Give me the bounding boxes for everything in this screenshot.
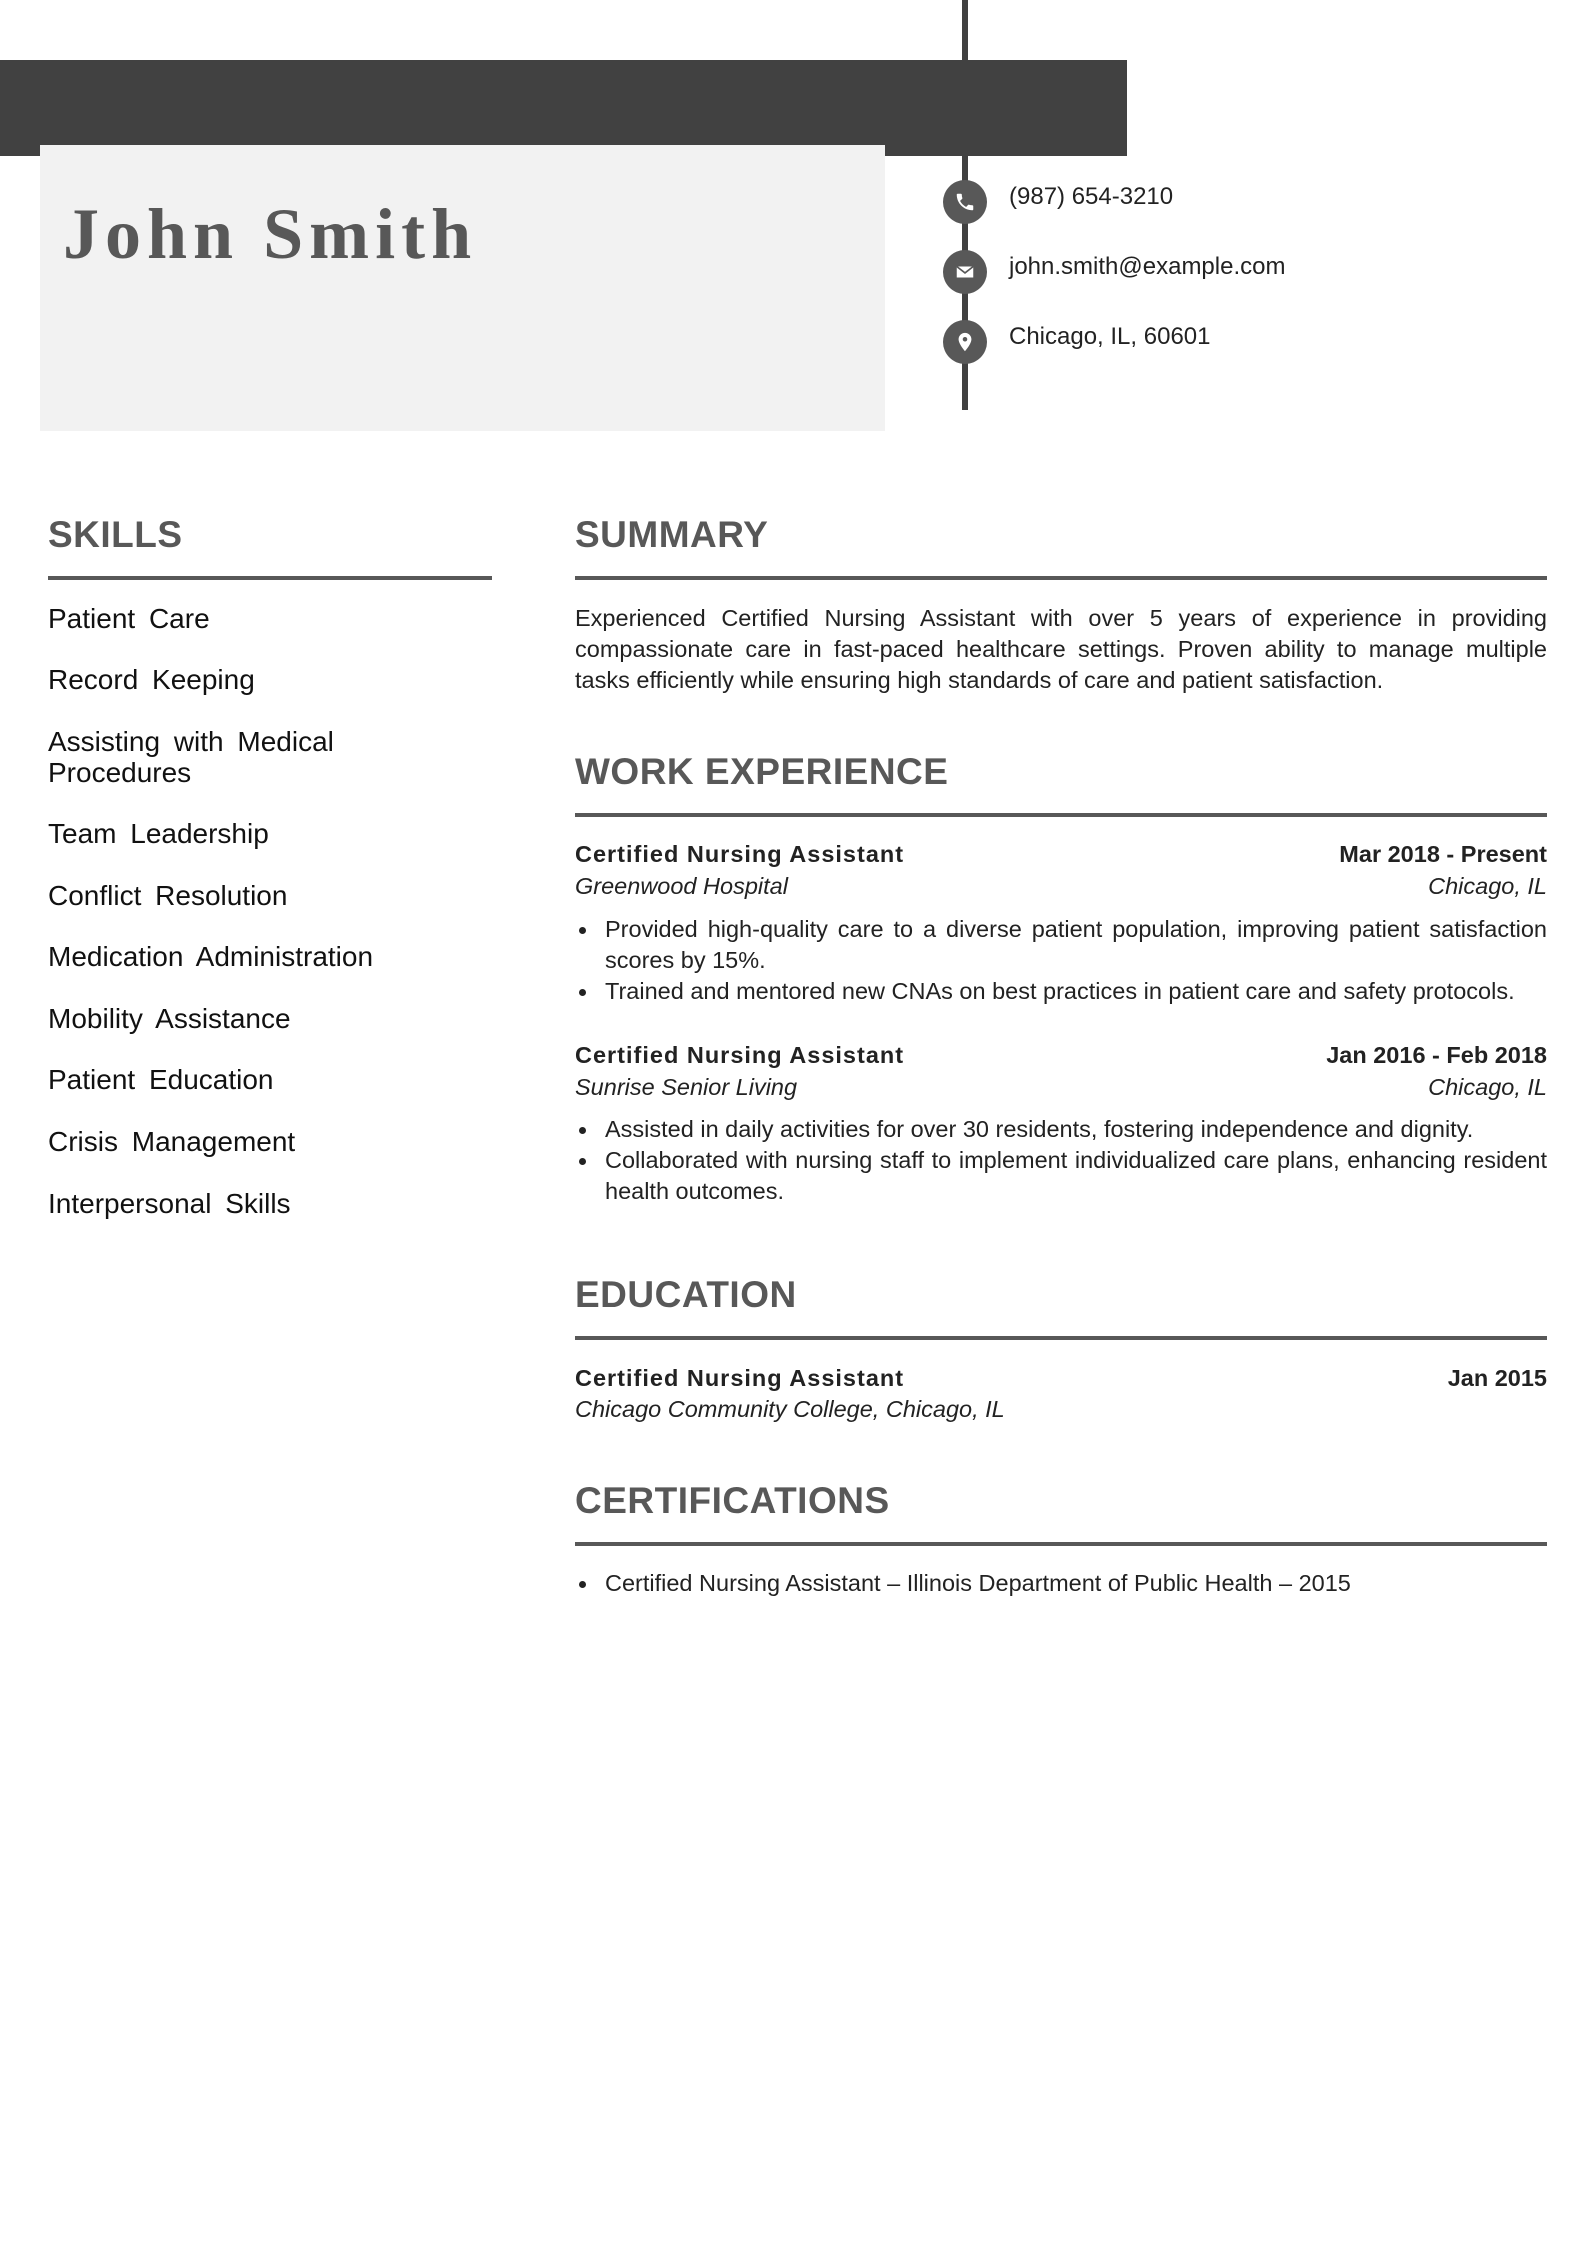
skill-item: Interpersonal Skills bbox=[48, 1188, 291, 1219]
job-employer: Greenwood Hospital bbox=[575, 873, 788, 899]
header-bar bbox=[0, 60, 1127, 156]
job-location: Chicago, IL bbox=[1428, 1074, 1547, 1100]
list-item: Provided high-quality care to a diverse patient population, improving patient satisfaction scores by 15%. bbox=[575, 914, 1547, 976]
skill-item: Record Keeping bbox=[48, 664, 255, 695]
skills-heading: SKILLS bbox=[48, 514, 183, 555]
timeline-line-top bbox=[962, 0, 968, 60]
skill-item: Patient Education bbox=[48, 1064, 274, 1095]
summary-heading: SUMMARY bbox=[575, 514, 769, 555]
list-item: Collaborated with nursing staff to implement individualized care plans, enhancing resident health outcomes. bbox=[575, 1145, 1547, 1207]
map-pin-icon bbox=[943, 320, 987, 364]
envelope-icon bbox=[943, 250, 987, 294]
job-title: Certified Nursing Assistant bbox=[575, 841, 905, 867]
contact-phone bbox=[943, 180, 1543, 224]
list-item: Trained and mentored new CNAs on best practices in patient care and safety protocols. bbox=[575, 976, 1547, 1007]
education-heading: EDUCATION bbox=[575, 1274, 797, 1315]
email-link[interactable]: john.smith@example.com bbox=[1009, 253, 1286, 280]
certifications-divider bbox=[575, 1542, 1547, 1546]
skill-item: Assisting with Medical Procedures bbox=[48, 726, 334, 788]
summary-text: Experienced Certified Nursing Assistant with over 5 years of experience in providing compassionate care in fast-paced healthcare settings. Proven ability to manage multiple tasks efficiently while ensuring high standards of care and patient satisfaction. bbox=[575, 605, 1547, 693]
skill-item: Medication Administration bbox=[48, 941, 374, 972]
phone-number[interactable]: (987) 654-3210 bbox=[1009, 183, 1174, 210]
name-box bbox=[40, 145, 885, 431]
education-degree: Certified Nursing Assistant bbox=[575, 1365, 905, 1391]
list-item: Assisted in daily activities for over 30 residents, fostering independence and dignity. bbox=[575, 1114, 1547, 1145]
education-divider bbox=[575, 1336, 1547, 1340]
certifications-heading: CERTIFICATIONS bbox=[575, 1480, 890, 1521]
skill-item: Team Leadership bbox=[48, 818, 269, 849]
job-location: Chicago, IL bbox=[1428, 873, 1547, 899]
skill-item: Crisis Management bbox=[48, 1126, 296, 1157]
summary-divider bbox=[575, 576, 1547, 580]
skill-item: Conflict Resolution bbox=[48, 880, 288, 911]
list-item: Certified Nursing Assistant – Illinois Department of Public Health – 2015 bbox=[575, 1568, 1547, 1599]
job-bullets bbox=[575, 1114, 1547, 1207]
job-title: Certified Nursing Assistant bbox=[575, 1042, 905, 1068]
contact-email bbox=[943, 250, 1543, 294]
education-date: Jan 2015 bbox=[1447, 1365, 1547, 1391]
contact-location bbox=[943, 320, 1543, 364]
location-text: Chicago, IL, 60601 bbox=[1009, 323, 1211, 350]
job-dates: Jan 2016 - Feb 2018 bbox=[1326, 1042, 1547, 1068]
job-dates: Mar 2018 - Present bbox=[1339, 841, 1547, 867]
experience-divider bbox=[575, 813, 1547, 817]
job-employer: Sunrise Senior Living bbox=[575, 1074, 798, 1100]
experience-heading: WORK EXPERIENCE bbox=[575, 751, 949, 792]
skill-item: Patient Care bbox=[48, 603, 210, 634]
candidate-name: John Smith bbox=[63, 194, 478, 274]
skill-item: Mobility Assistance bbox=[48, 1003, 291, 1034]
certifications-list bbox=[575, 1568, 1547, 1599]
job-bullets bbox=[575, 914, 1547, 1007]
skills-divider bbox=[48, 576, 492, 580]
phone-icon bbox=[943, 180, 987, 224]
education-school: Chicago Community College, Chicago, IL bbox=[575, 1396, 1005, 1422]
